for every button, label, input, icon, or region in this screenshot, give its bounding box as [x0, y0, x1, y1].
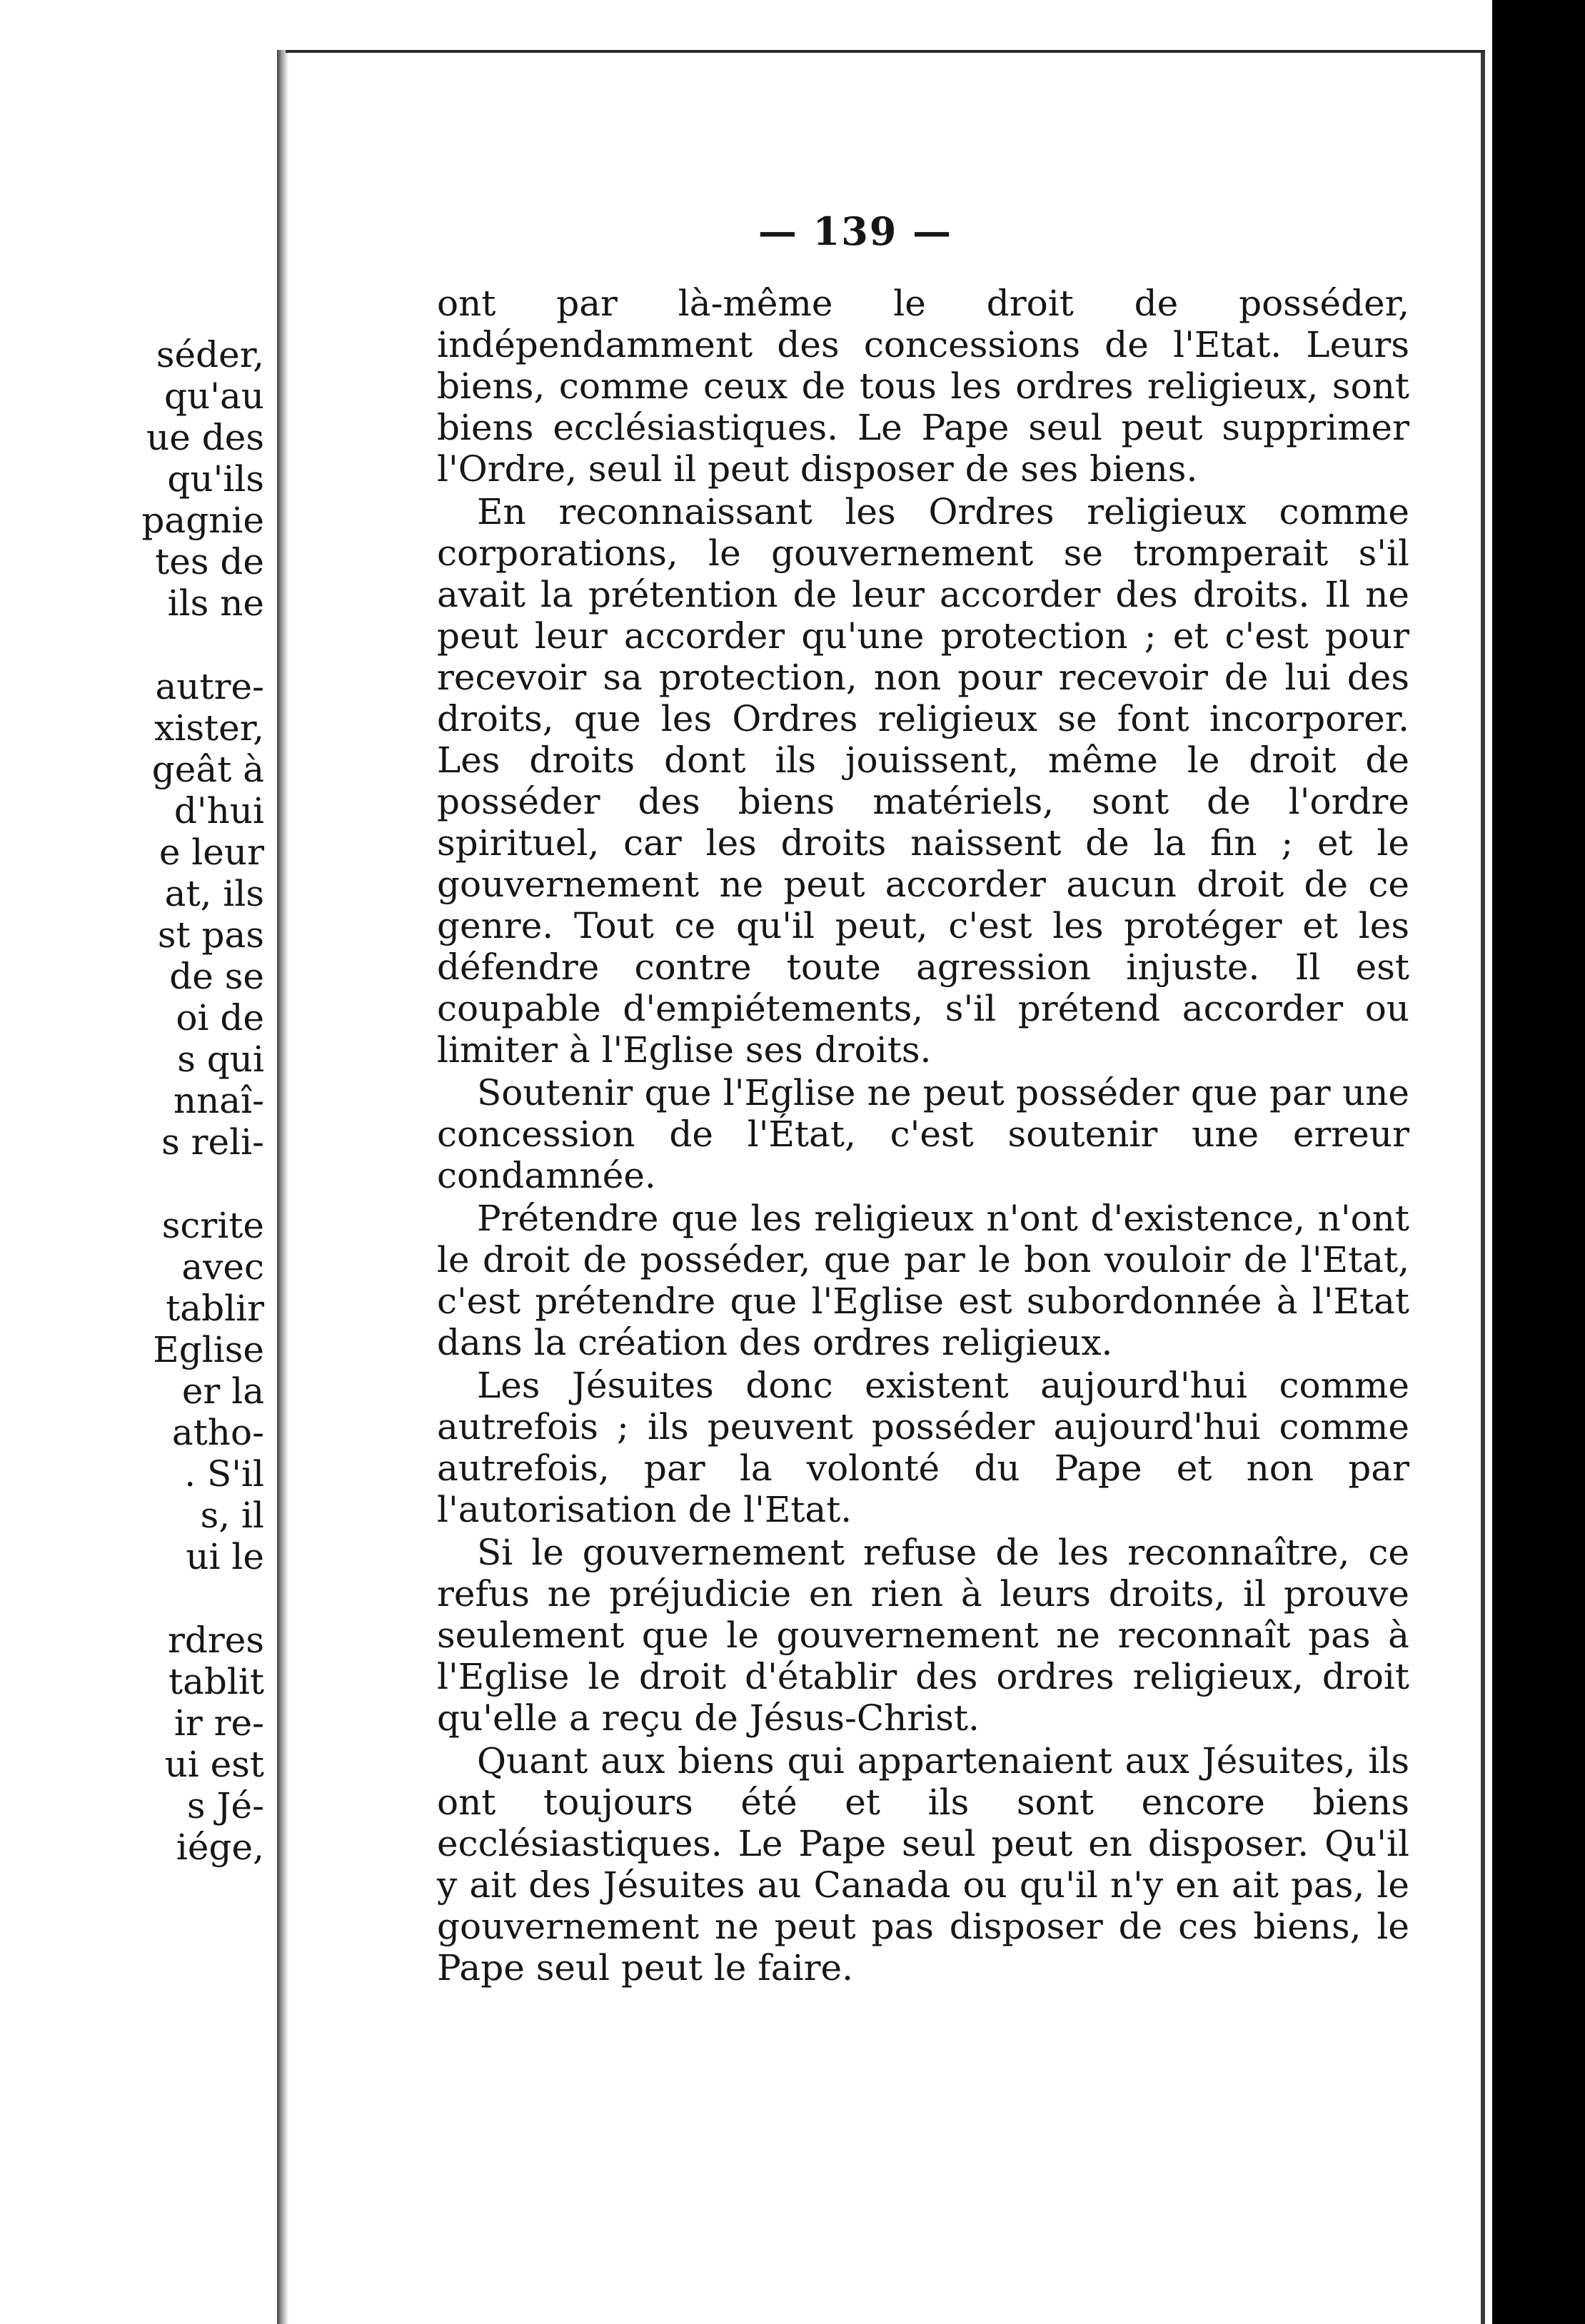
previous-page-line: s reli-: [161, 1121, 264, 1163]
previous-page-line: d'hui: [173, 790, 264, 832]
previous-page-fragment: [0, 50, 277, 2324]
page-right-edge: [1481, 53, 1485, 2324]
page-body: [437, 283, 1409, 1989]
previous-page-line: er la: [181, 1370, 264, 1412]
previous-page-line: autre-: [155, 666, 264, 707]
previous-page-line: oi de: [176, 997, 264, 1039]
scan-border-right: [1492, 0, 1585, 2324]
paragraph-5: Les Jésuites donc existent aujourd'hui comme autrefois ; ils peuvent posséder aujourd'hui comme autrefois, par la volonté du Pape et non par l'autorisation de l'Etat.: [437, 1365, 1409, 1530]
previous-page-line: tablit: [168, 1661, 264, 1702]
previous-page-line: ue des: [146, 417, 264, 458]
previous-page-line: tablir: [166, 1288, 264, 1329]
previous-page-line: qu'ils: [167, 458, 264, 500]
previous-page-line: ils ne: [167, 582, 264, 624]
current-page: [288, 53, 1479, 2324]
paragraph-4: Prétendre que les religieux n'ont d'existence, n'ont le droit de posséder, que par le bon vouloir de l'Etat, c'est prétendre que l'Eglise est subordonnée à l'Etat dans la création des ordres religieux.: [437, 1198, 1409, 1363]
previous-page-line: at, ils: [164, 873, 264, 914]
paragraph-3: Soutenir que l'Eglise ne peut posséder que par une concession de l'État, c'est soutenir une erreur condamnée.: [437, 1072, 1409, 1196]
paragraph-2: En reconnaissant les Ordres religieux comme corporations, le gouvernement se tromperait s'il avait la prétention de leur accorder des droits. Il ne peut leur accorder qu'une protection ; et c'est pour recevoir sa protection, non pour recevoir de lui des droits, que les Ordres religieux se font incorporer. Les droits dont ils jouissent, même le droit de posséder des biens matériels, sont de l'ordre spirituel, car les droits naissent de la fin ; et le gouvernement ne peut accorder aucun droit de ce genre. Tout ce qu'il peut, c'est les protéger et les défendre contre toute agression injuste. Il est coupable d'empiétements, s'il prétend accorder ou limiter à l'Eglise ses droits.: [437, 491, 1409, 1071]
previous-page-line: de se: [169, 956, 264, 997]
previous-page-line: rdres: [167, 1620, 264, 1661]
page-number: — 139 —: [758, 208, 953, 254]
previous-page-line: Eglise: [153, 1329, 264, 1370]
previous-page-line: xister,: [154, 707, 264, 749]
previous-page-line: s Jé-: [186, 1785, 264, 1827]
previous-page-line: [141, 624, 264, 666]
previous-page-line: [141, 1163, 264, 1205]
previous-page-line: [141, 1577, 264, 1620]
paragraph-1: ont par là-même le droit de posséder, indépendamment des concessions de l'Etat. Leurs biens, comme ceux de tous les ordres religieux, sont biens ecclésiastiques. Le Pape seul peut supprimer l'Ordre, seul il peut disposer de ses biens.: [437, 283, 1409, 490]
previous-page-line: s qui: [177, 1039, 264, 1080]
previous-page-line: nnaî-: [173, 1080, 264, 1121]
previous-page-line: ui est: [164, 1744, 264, 1785]
previous-page-line: avec: [181, 1246, 264, 1288]
previous-page-line: atho-: [171, 1412, 264, 1453]
book-gutter: [277, 50, 288, 2324]
previous-page-line: s, il: [200, 1495, 264, 1536]
previous-page-line: qu'au: [164, 375, 264, 417]
paragraph-6: Si le gouvernement refuse de les reconnaître, ce refus ne préjudicie en rien à leurs droits, il prouve seulement que le gouvernement ne reconnaît pas à l'Eglise le droit d'établir des ordres religieux, droit qu'elle a reçu de Jésus-Christ.: [437, 1532, 1409, 1739]
previous-page-line: . S'il: [184, 1453, 264, 1495]
previous-page-line: séder,: [156, 334, 264, 375]
previous-page-line-endings: [141, 334, 264, 1868]
previous-page-line: ir re-: [173, 1702, 264, 1744]
previous-page-line: tes de: [155, 541, 264, 582]
previous-page-line: iége,: [176, 1827, 264, 1868]
paragraph-7: Quant aux biens qui appartenaient aux Jésuites, ils ont toujours été et ils sont encore biens ecclésiastiques. Le Pape seul peut en disposer. Qu'il y ait des Jésuites au Canada ou qu'il n'y en ait pas, le gouvernement ne peut pas disposer de ces biens, le Pape seul peut le faire.: [437, 1740, 1409, 1989]
previous-page-line: ui le: [186, 1536, 264, 1577]
previous-page-line: st pas: [157, 914, 264, 956]
previous-page-line: geât à: [151, 749, 264, 790]
previous-page-line: scrite: [161, 1205, 264, 1246]
previous-page-line: pagnie: [141, 500, 264, 541]
previous-page-line: e leur: [158, 832, 264, 873]
